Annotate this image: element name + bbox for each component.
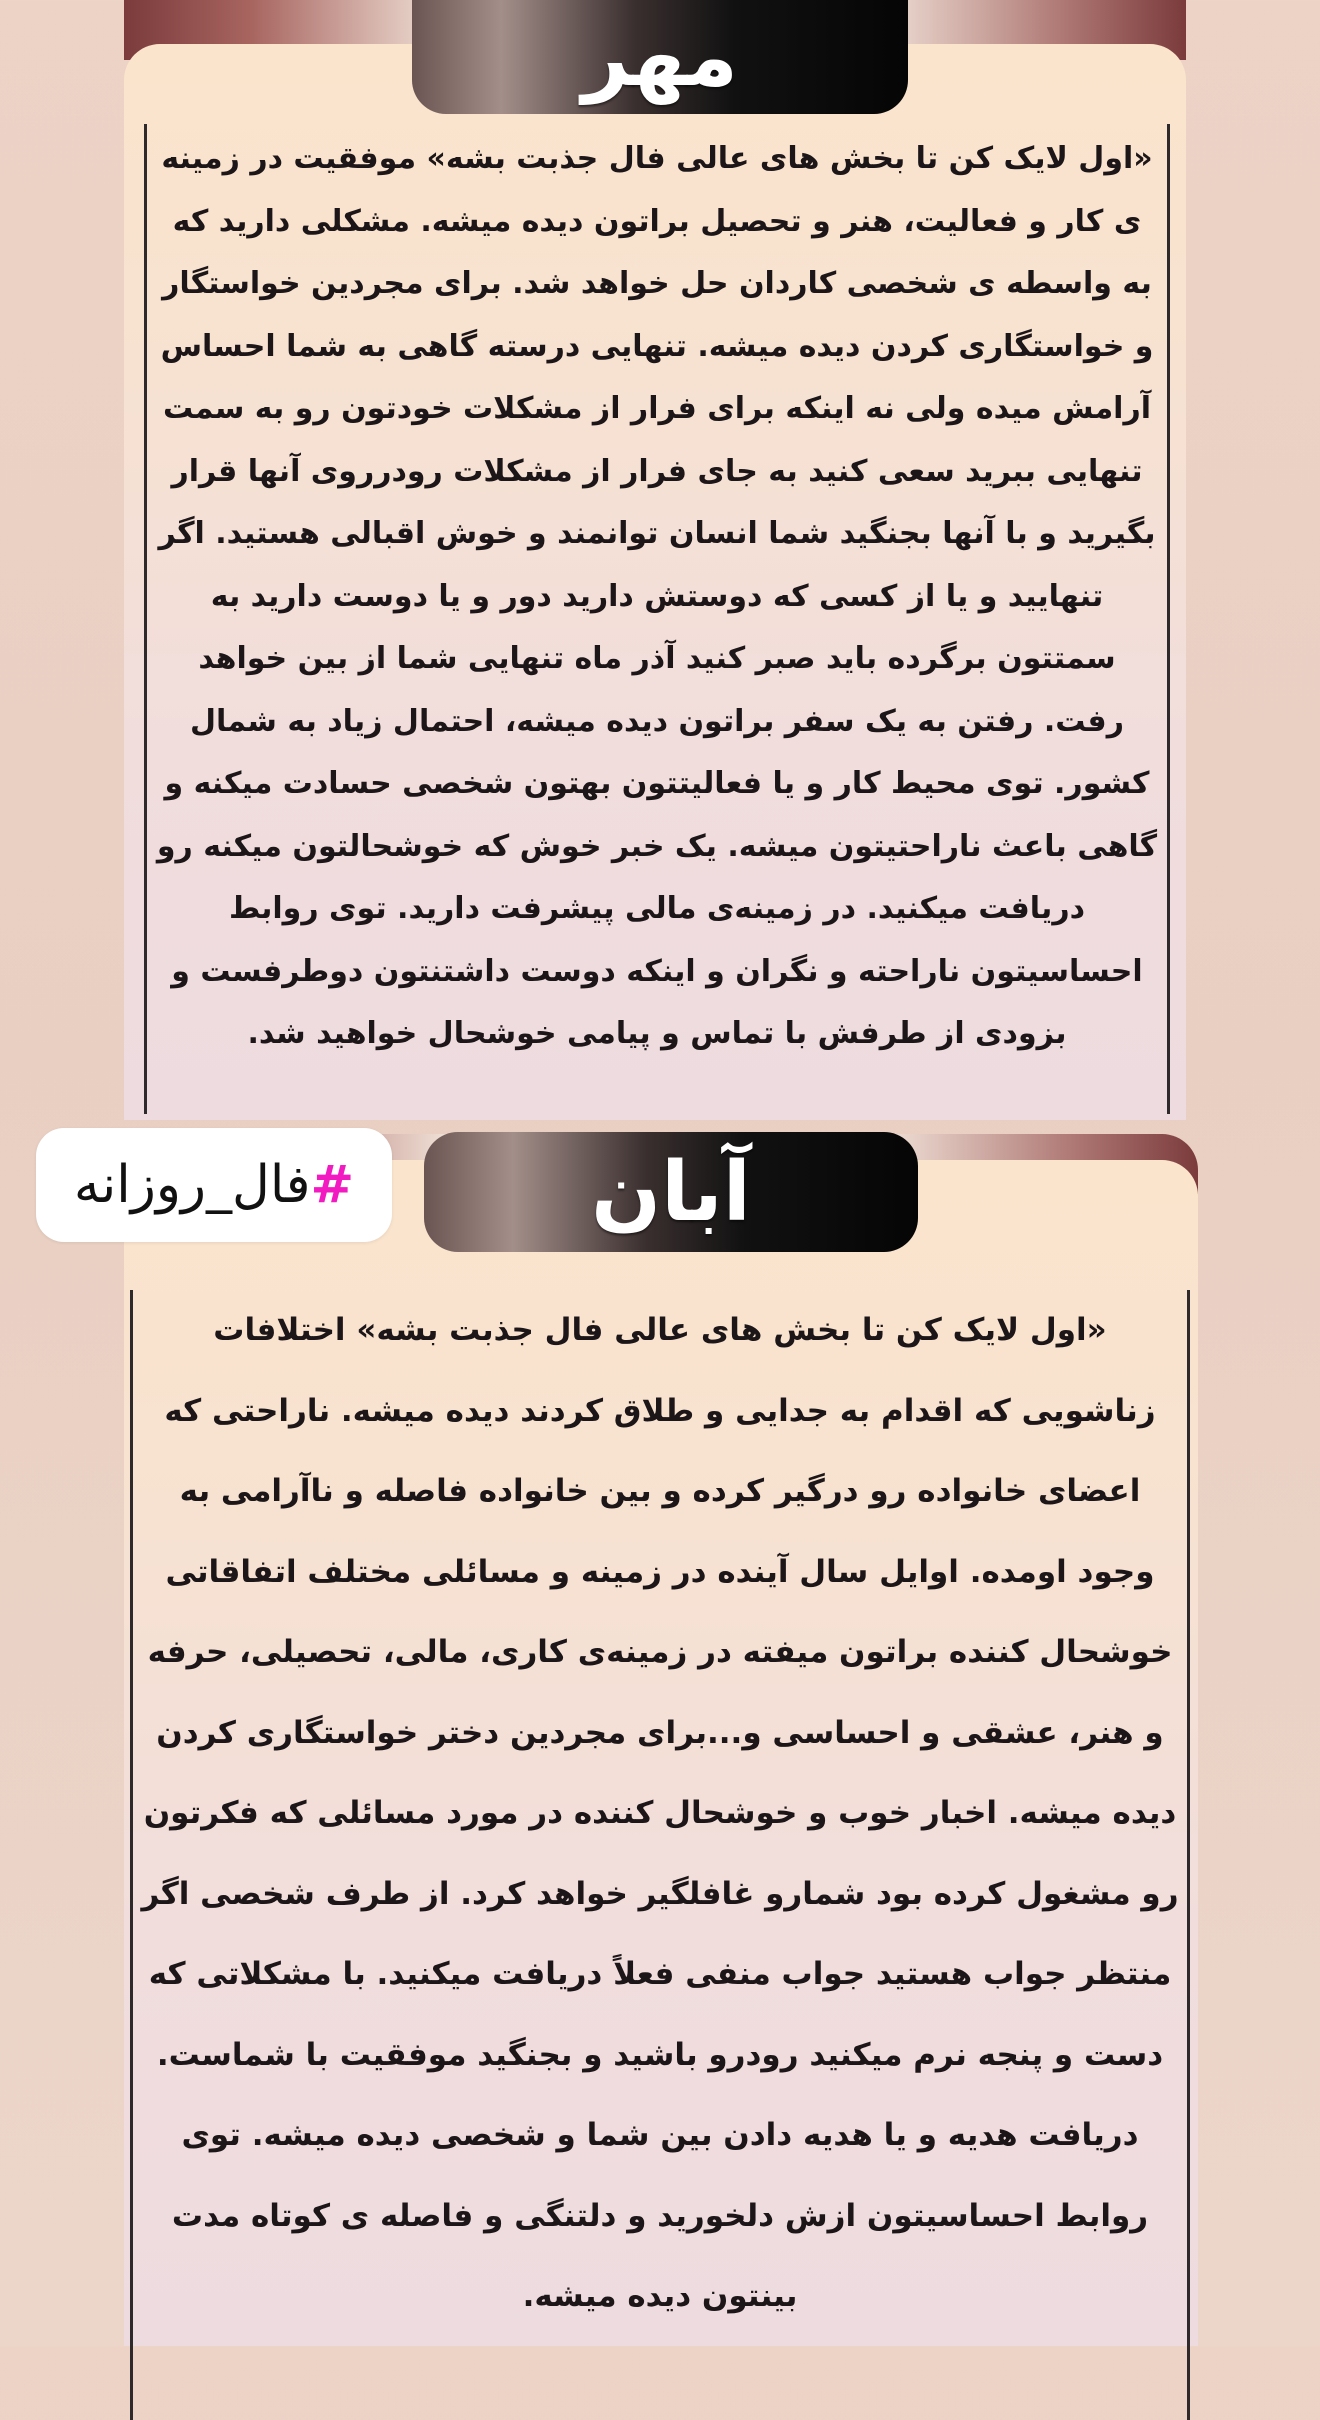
fortune-text-box: [144, 124, 1170, 1114]
section-title-tab: [412, 0, 908, 114]
hashtag-sticker[interactable]: [36, 1128, 392, 1242]
hashtag-symbol: #: [310, 1155, 355, 1215]
horoscope-section-aban: [0, 1120, 1320, 2346]
section-title: مهر: [582, 9, 738, 105]
fortune-text: «اول لایک کن تا بخش های عالی فال جذبت بشه» موفقیت در زمینه ی کار و فعالیت، هنر و تحصیل براتون دیده میشه. مشکلی دارید که به واسطه ی شخصی کاردان حل خواهد شد. برای مجردین خواستگار و خواستگاری کردن دیده میشه. تنهایی درسته گاهی به شما احساس آرامش میده ولی نه اینکه برای فرار از مشکلات خودتون رو به سمت تنهایی ببرید سعی کنید به جای فرار از مشکلات رودرروی آنها قرار بگیرید و با آنها بجنگید شما انسان توانمند و خوش اقبالی هستید. اگر تنهایید و یا از کسی که دوستش دارید دور و یا دوست دارید به سمتتون برگرده باید صبر کنید آذر ماه تنهایی شما از بین خواهد رفت. رفتن به یک سفر براتون دیده میشه، احتمال زیاد به شمال کشور. توی محیط کار و یا فعالیتتون بهتون شخصی حسادت میکنه و گاهی باعث ناراحتیتون میشه. یک خبر خوش که خوشحالتون میکنه رو دریافت میکنید. در زمینه‌ی مالی پیشرفت دارید. توی روابط احساسیتون ناراحته و نگران و اینکه دوست داشتنتون دوطرفست و بزودی از طرفش با تماس و پیامی خوشحال خواهید شد.: [156, 141, 1158, 1051]
section-title: آبان: [591, 1144, 751, 1240]
horoscope-section-mehr: [0, 0, 1320, 1120]
fortune-text: «اول لایک کن تا بخش های عالی فال جذبت بشه» اختلافات زناشویی که اقدام به جدایی و طلاق کردند دیده میشه. ناراحتی که اعضای خانواده رو درگیر کرده و بین خانواده فاصله و ناآرامی به وجود اومده. اوایل سال آینده در زمینه و مسائلی مختلف اتفاقاتی خوشحال کننده براتون میفته در زمینه‌ی کاری، مالی، تحصیلی، حرفه و هنر، عشقی و احساسی و...برای مجردین دختر خواستگاری کردن دیده میشه. اخبار خوب و خوشحال کننده در مورد مسائلی که فکرتون رو مشغول کرده بود شمارو غافلگیر خواهد کرد. از طرف شخصی اگر منتظر جواب هستید جواب منفی فعلاً دریافت میکنید. با مشکلاتی که دست و پنجه نرم میکنید رودرو باشید و بجنگید موفقیت با شماست. دریافت هدیه و یا هدیه دادن بین شما و شخصی دیده میشه. توی روابط احساسیتون ازش دلخورید و دلتنگی و فاصله ی کوتاه مدت بینتون دیده میشه.: [141, 1312, 1179, 2314]
hashtag-text: فال_روزانه: [73, 1155, 311, 1215]
fortune-text-box: [130, 1290, 1190, 2420]
section-title-tab: [424, 1132, 918, 1252]
